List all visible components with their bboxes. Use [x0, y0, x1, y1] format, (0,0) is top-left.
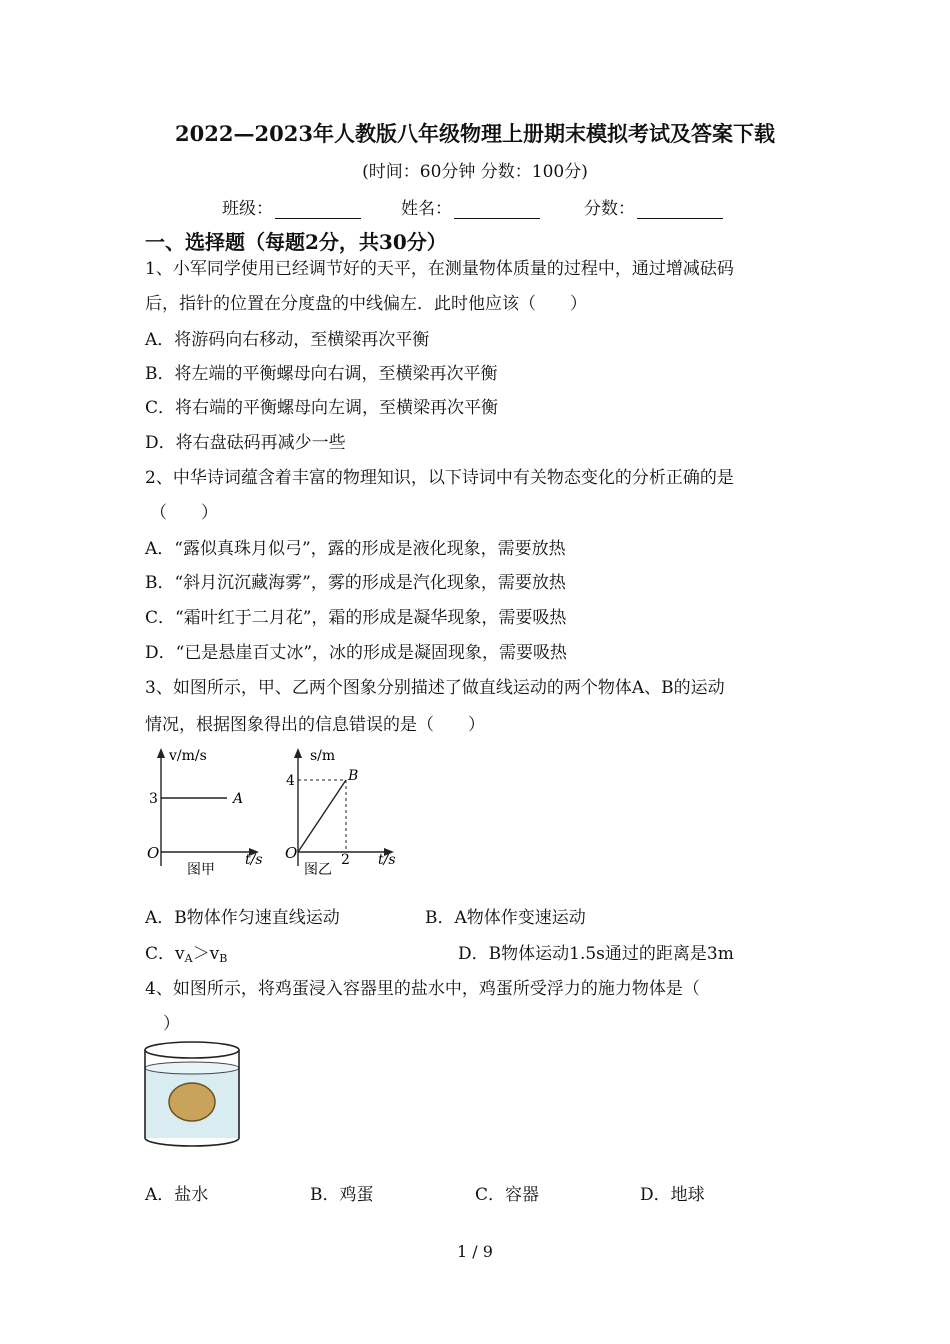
- yi-x-label: t/s: [378, 852, 396, 868]
- q2-option-a: A．“露似真珠月似弓”，露的形成是液化现象，需要放热: [145, 539, 566, 559]
- q2-stem-line2: （ ）: [150, 503, 218, 523]
- page-number: 1 / 9: [457, 1242, 493, 1261]
- name-label: 姓名：: [401, 199, 452, 219]
- figure-jia-vt-graph: [145, 740, 270, 880]
- yi-origin: O: [285, 844, 298, 862]
- q3-option-c-sub2: B: [219, 952, 228, 965]
- q3-option-c-op: ＞: [192, 944, 210, 964]
- exam-time-score: (时间：60分钟 分数：100分): [362, 162, 588, 182]
- q3-stem-line2: 情况，根据图象得出的信息错误的是（ ）: [145, 715, 485, 735]
- jia-y-label: v/m/s: [169, 748, 207, 764]
- yi-caption: 图乙: [304, 862, 332, 878]
- jia-y-tick: 3: [149, 791, 158, 807]
- yi-point-label: B: [348, 768, 359, 784]
- q2-option-d: D．“已是悬崖百丈冰”，冰的形成是凝固现象，需要吸热: [145, 643, 568, 663]
- egg: [169, 1083, 215, 1121]
- score-field: [584, 194, 723, 219]
- q4-stem-line1: 4、如图所示，将鸡蛋浸入容器里的盐水中，鸡蛋所受浮力的施力物体是（: [145, 979, 700, 999]
- jia-y-arrow: [157, 748, 165, 758]
- name-blank: [454, 200, 540, 219]
- q1-option-d: D．将右盘砝码再减少一些: [145, 433, 346, 453]
- jia-x-label: t/s: [245, 852, 263, 868]
- q1-stem-line1: 1、小军同学使用已经调节好的天平，在测量物体质量的过程中，通过增减砝码: [145, 259, 734, 279]
- yi-y-label: s/m: [310, 748, 336, 764]
- page-title: 2022—2023年人教版八年级物理上册期末模拟考试及答案下载: [175, 121, 775, 146]
- score-label: 分数：: [584, 199, 635, 219]
- container-bottom: [145, 1138, 239, 1146]
- yi-y-tick: 4: [286, 773, 295, 789]
- q3-option-c: [145, 939, 227, 965]
- class-field: [222, 194, 361, 219]
- q4-option-d: D．地球: [640, 1185, 705, 1205]
- q4-stem-line2: ）: [163, 1014, 180, 1034]
- jia-origin: O: [147, 844, 160, 862]
- jia-line-label: A: [233, 791, 244, 807]
- q2-option-b: B．“斜月沉沉藏海雾”，雾的形成是汽化现象，需要放热: [145, 573, 566, 593]
- q3-option-c-v2: v: [209, 944, 220, 964]
- score-blank: [637, 200, 723, 219]
- q4-option-a: A．盐水: [145, 1185, 209, 1205]
- yi-series-b-line: [298, 780, 346, 852]
- q3-option-a: A．B物体作匀速直线运动: [145, 908, 340, 928]
- q1-option-c: C．将右端的平衡螺母向左调，至横梁再次平衡: [145, 398, 499, 418]
- q1-option-a: A．将游码向右移动，至横梁再次平衡: [145, 330, 430, 350]
- q3-option-b: B．A物体作变速运动: [425, 908, 586, 928]
- name-field: [401, 194, 540, 219]
- egg-in-saltwater-figure: [142, 1040, 244, 1150]
- q1-stem-line2: 后，指针的位置在分度盘的中线偏左．此时他应该（ ）: [145, 294, 587, 314]
- section-heading: 一、选择题（每题2分，共30分）: [145, 230, 447, 254]
- q3-option-c-prefix: C．: [145, 944, 176, 964]
- water-surface: [145, 1062, 239, 1074]
- yi-y-arrow: [294, 748, 302, 758]
- q2-option-c: C．“霜叶红于二月花”，霜的形成是凝华现象，需要吸热: [145, 608, 567, 628]
- container-rim: [145, 1042, 239, 1058]
- q1-option-b: B．将左端的平衡螺母向右调，至横梁再次平衡: [145, 364, 498, 384]
- figure-yi-st-graph: [284, 740, 402, 880]
- jia-caption: 图甲: [187, 862, 215, 878]
- class-label: 班级：: [222, 199, 273, 219]
- q3-stem-line1: 3、如图所示，甲、乙两个图象分别描述了做直线运动的两个物体A、B的运动: [145, 678, 725, 698]
- q4-option-c: C．容器: [475, 1185, 540, 1205]
- class-blank: [275, 200, 361, 219]
- yi-x-tick: 2: [341, 852, 350, 868]
- q4-option-b: B．鸡蛋: [310, 1185, 374, 1205]
- q3-option-d: D．B物体运动1.5s通过的距离是3m: [458, 944, 734, 964]
- q3-option-c-v1: v: [175, 944, 185, 964]
- q2-stem-line1: 2、中华诗词蕴含着丰富的物理知识，以下诗词中有关物态变化的分析正确的是: [145, 468, 734, 488]
- q3-option-c-sub1: A: [184, 952, 193, 965]
